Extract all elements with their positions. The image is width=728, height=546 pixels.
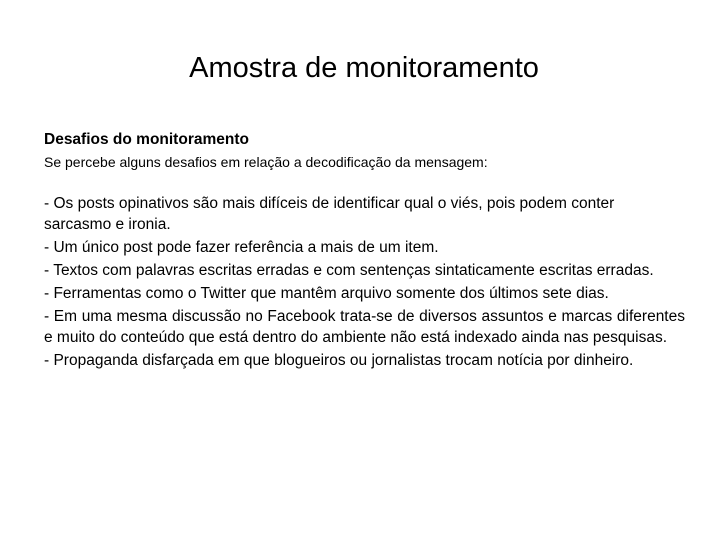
- slide-content: [44, 130, 685, 373]
- intro-text: Se percebe alguns desafios em relação a decodificação da mensagem:: [44, 154, 488, 170]
- challenge-list: [44, 193, 685, 371]
- challenge-item-multiple-items: - Um único post pode fazer referência a mais de um item.: [44, 239, 439, 256]
- challenge-item-twitter-archive: - Ferramentas como o Twitter que mantêm arquivo somente dos últimos sete dias.: [44, 285, 609, 302]
- challenge-item-misspellings: - Textos com palavras escritas erradas e com sentenças sintaticamente escritas erradas.: [44, 262, 654, 279]
- challenge-item-facebook-indexing: - Em uma mesma discussão no Facebook trata-se de diversos assuntos e marcas diferentes e muito do conteúdo que está dentro do ambiente não está indexado ainda nas pesquisas.: [44, 308, 685, 346]
- challenge-item-disguised-advertising: - Propaganda disfarçada em que blogueiros ou jornalistas trocam notícia por dinheiro.: [44, 352, 634, 369]
- section-heading: Desafios do monitoramento: [44, 131, 249, 148]
- slide-title: Amostra de monitoramento: [189, 52, 539, 84]
- challenge-item-opinion-posts: - Os posts opinativos são mais difíceis de identificar qual o viés, pois podem conter sarcasmo e ironia.: [44, 195, 615, 233]
